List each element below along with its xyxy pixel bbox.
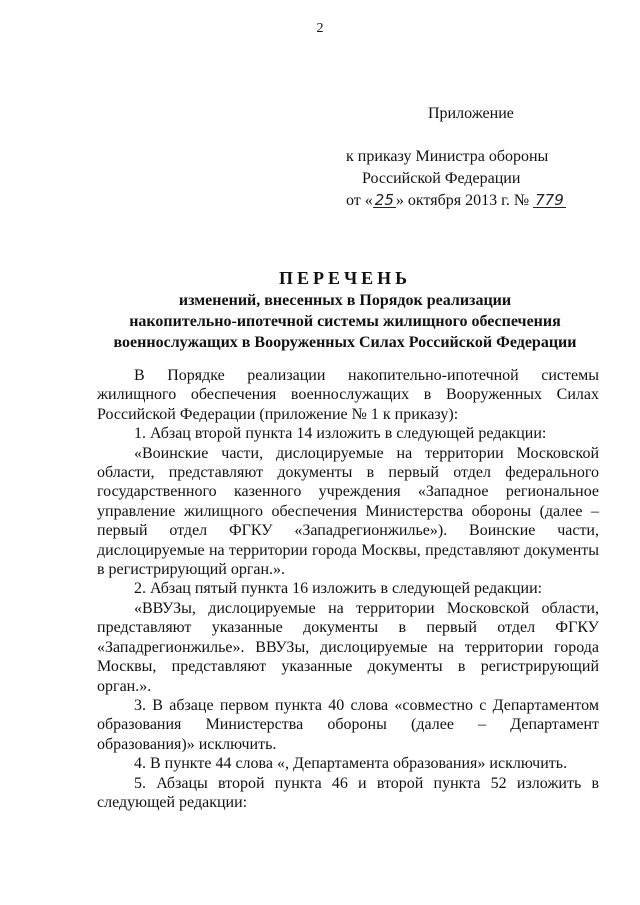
appendix-block <box>346 103 566 212</box>
paragraph-item-3: 3. В абзаце первом пункта 40 слова «совместно с Департаментом образования Министерства обороны (далее – Департамент образования)» исключить. <box>97 696 599 753</box>
heading-line-1: изменений, внесенных в Порядок реализации <box>178 292 512 309</box>
appendix-line-order: к приказу Министра обороны <box>346 148 549 165</box>
paragraph-item-1-text: «Воинские части, дислоцируемые на территории Московской области, представляют документы в первый отдел федерального государственного казенного учреждения «Западное региональное управление жилищного обеспечения Министерства обороны (далее – первый отдел ФГКУ «Западрегионжилье»). Воинские части, дислоцируемые на территории города Москвы, представляют документы в регистрирующий орган.». <box>97 444 599 579</box>
appendix-line-federation: Российской Федерации <box>362 170 521 187</box>
appendix-title: Приложение <box>428 105 514 122</box>
page-number: 2 <box>316 21 324 36</box>
heading-line-3: военнослужащих в Вооруженных Силах Российской Федерации <box>113 334 577 351</box>
paragraph-item-4: 4. В пункте 44 слова «, Департамента образования» исключить. <box>134 755 568 773</box>
order-number-handwritten: 779 <box>535 191 564 209</box>
paragraph-item-5: 5. Абзацы второй пункта 46 и второй пункта 52 изложить в следующей редакции: <box>97 774 599 811</box>
paragraph-item-2: 2. Абзац пятый пункта 16 изложить в следующей редакции: <box>134 580 543 598</box>
heading-title: ПЕРЕЧЕНЬ <box>278 268 412 288</box>
document-body <box>97 366 599 812</box>
date-middle: » октября 2013 г. № <box>395 192 530 209</box>
paragraph-item-1: 1. Абзац второй пункта 14 изложить в следующей редакции: <box>134 425 547 443</box>
paragraph-intro: В Порядке реализации накопительно-ипотечной системы жилищного обеспечения военнослужащих в Вооруженных Силах Российской Федерации (приложение № 1 к приказу): <box>97 367 599 423</box>
appendix-date-line <box>346 190 566 212</box>
paragraph-item-2-text: «ВВУЗы, дислоцируемые на территории Московской области, представляют указанные документы в первый отдел ФГКУ «Западрегионжилье». ВВУЗы, дислоцируемые на территории города Москвы, представляют указанные документы в регистрирующий орган.». <box>97 599 599 695</box>
date-day-handwritten: 25 <box>374 191 394 209</box>
date-prefix: от « <box>346 192 373 209</box>
document-heading <box>90 266 600 353</box>
heading-line-2: накопительно-ипотечной системы жилищного обеспечения <box>129 313 561 330</box>
